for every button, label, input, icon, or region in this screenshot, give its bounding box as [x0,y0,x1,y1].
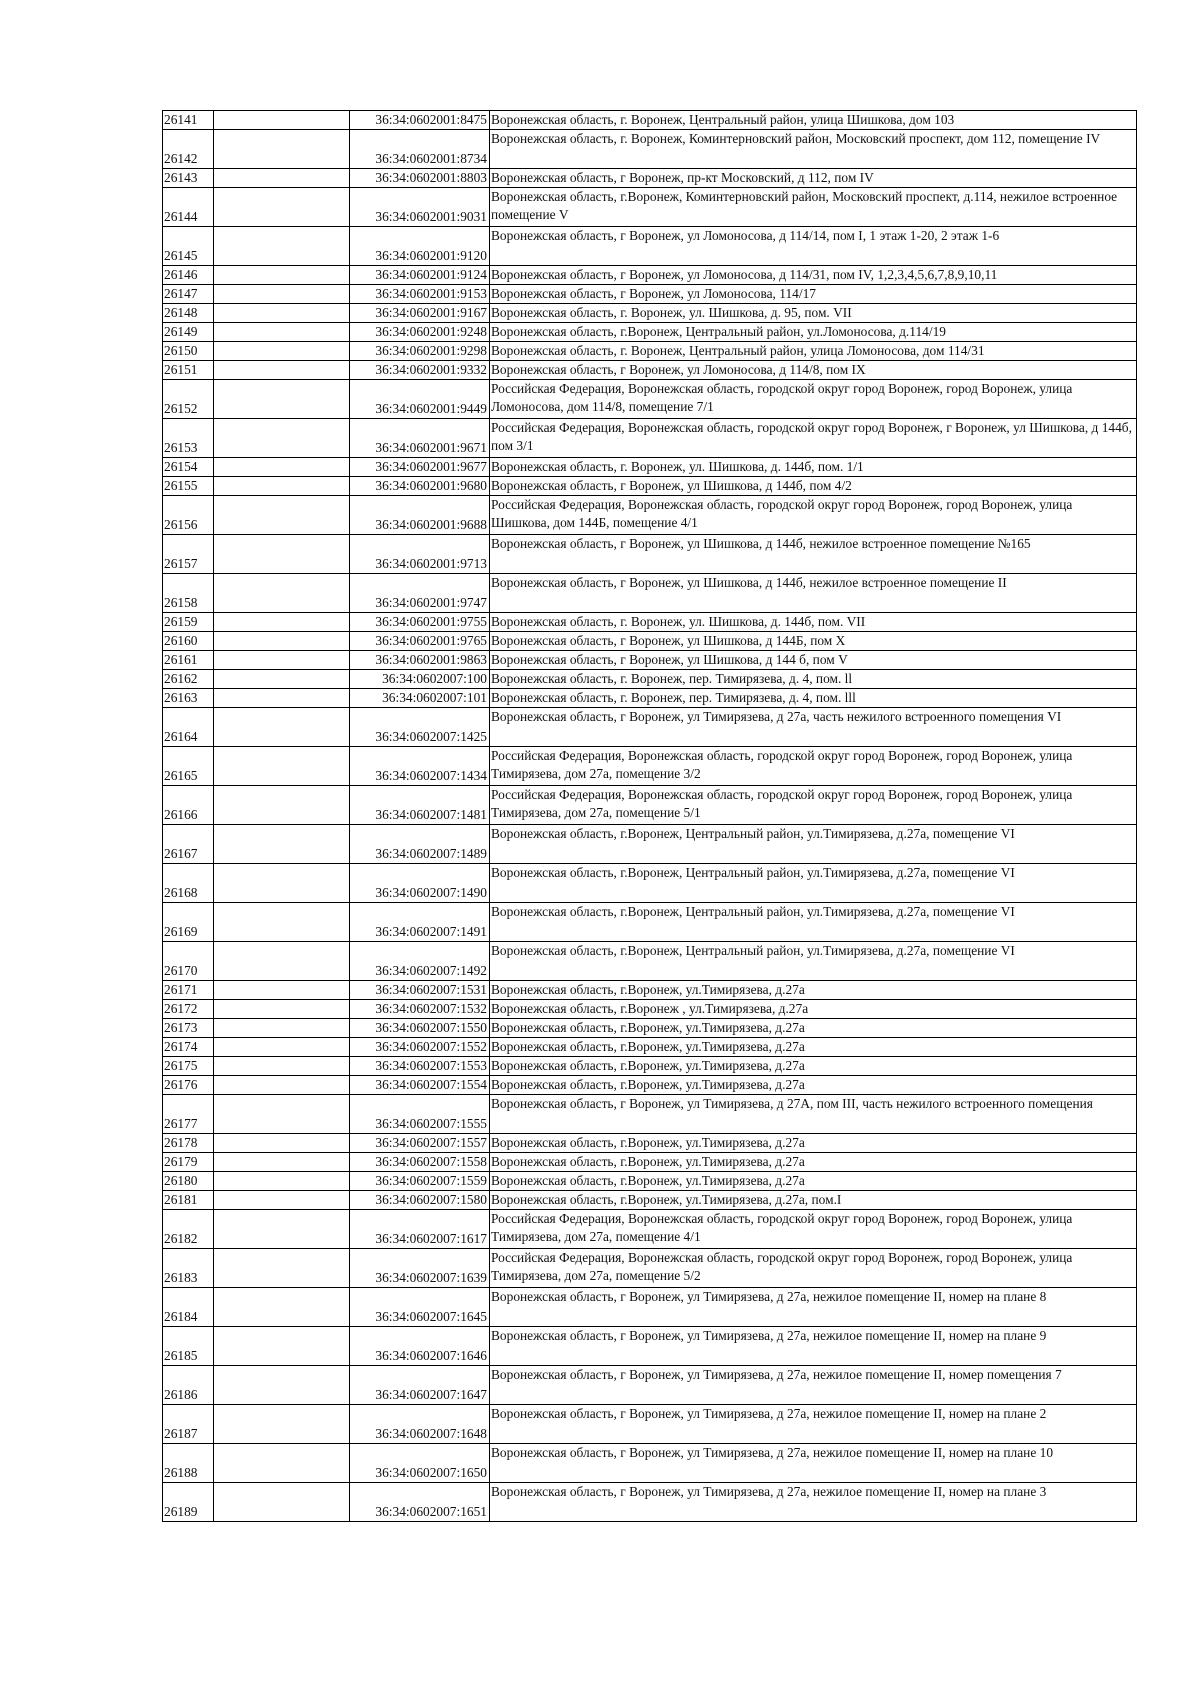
cadastral-number-cell: 36:34:0602007:1617 [350,1210,490,1249]
cadastral-number-cell: 36:34:0602001:9713 [350,535,490,574]
row-number-cell: 26141 [163,111,214,130]
row-number-cell: 26145 [163,227,214,266]
table-row [163,1000,1137,1019]
cadastral-number-cell: 36:34:0602007:1648 [350,1405,490,1444]
table-row [163,747,1137,786]
empty-cell [214,1191,350,1210]
cadastral-number-cell: 36:34:0602007:1647 [350,1366,490,1405]
table-row [163,670,1137,689]
row-number-cell: 26150 [163,342,214,361]
table-row [163,496,1137,535]
empty-cell [214,130,350,169]
row-number-cell: 26164 [163,708,214,747]
cadastral-number-cell: 36:34:0602007:1550 [350,1019,490,1038]
row-number-cell: 26179 [163,1153,214,1172]
empty-cell [214,942,350,981]
address-cell: Воронежская область, г.Воронеж, ул.Тимирязева, д.27а [490,981,1137,1000]
table-row [163,342,1137,361]
address-cell: Российская Федерация, Воронежская область, городской округ город Воронеж, город Воронеж, улица Тимирязева, дом 27а, помещение 5/1 [490,786,1137,825]
row-number-cell: 26144 [163,188,214,227]
address-cell: Воронежская область, г.Воронеж, ул.Тимирязева, д.27а [490,1019,1137,1038]
table-row [163,477,1137,496]
address-cell: Воронежская область, г.Воронеж, Коминтерновский район, Московский проспект, д.114, нежилое встроенное помещение V [490,188,1137,227]
cadastral-number-cell: 36:34:0602007:1559 [350,1172,490,1191]
address-cell: Воронежская область, г.Воронеж, ул.Тимирязева, д.27а [490,1172,1137,1191]
cadastral-number-cell: 36:34:0602001:9248 [350,323,490,342]
address-cell: Воронежская область, г. Воронеж, Центральный район, улица Шишкова, дом 103 [490,111,1137,130]
table-row [163,1444,1137,1483]
empty-cell [214,670,350,689]
table-row [163,613,1137,632]
cadastral-number-cell: 36:34:0602001:9765 [350,632,490,651]
empty-cell [214,1076,350,1095]
cadastral-number-cell: 36:34:0602007:1489 [350,825,490,864]
cadastral-number-cell: 36:34:0602007:1557 [350,1134,490,1153]
address-cell: Воронежская область, г Воронеж, ул Шишкова, д 144б, пом 4/2 [490,477,1137,496]
address-cell: Воронежская область, г Воронеж, ул Тимирязева, д 27А, пом III, часть нежилого встроенного помещения [490,1095,1137,1134]
cadastral-number-cell: 36:34:0602007:1558 [350,1153,490,1172]
address-cell: Воронежская область, г Воронеж, ул Тимирязева, д 27а, нежилое помещение II, номер на плане 9 [490,1327,1137,1366]
cadastral-number-cell: 36:34:0602007:1492 [350,942,490,981]
empty-cell [214,380,350,419]
row-number-cell: 26185 [163,1327,214,1366]
address-cell: Воронежская область, г.Воронеж, Центральный район, ул.Ломоносова, д.114/19 [490,323,1137,342]
table-row [163,1210,1137,1249]
empty-cell [214,1366,350,1405]
empty-cell [214,574,350,613]
table-row [163,188,1137,227]
table-row [163,708,1137,747]
table-row [163,1249,1137,1288]
address-cell: Воронежская область, г Воронеж, ул Ломоносова, д 114/14, пом I, 1 этаж 1-20, 2 этаж 1-6 [490,227,1137,266]
table-row [163,1057,1137,1076]
cadastral-number-cell: 36:34:0602007:1481 [350,786,490,825]
table-row [163,1153,1137,1172]
empty-cell [214,266,350,285]
cadastral-number-cell: 36:34:0602007:1553 [350,1057,490,1076]
address-cell: Российская Федерация, Воронежская область, городской округ город Воронеж, город Воронеж, улица Тимирязева, дом 27а, помещение 4/1 [490,1210,1137,1249]
row-number-cell: 26149 [163,323,214,342]
row-number-cell: 26181 [163,1191,214,1210]
row-number-cell: 26180 [163,1172,214,1191]
cadastral-number-cell: 36:34:0602007:1434 [350,747,490,786]
table-row [163,786,1137,825]
address-cell: Воронежская область, г.Воронеж, ул.Тимирязева, д.27а [490,1076,1137,1095]
cadastral-number-cell: 36:34:0602007:1555 [350,1095,490,1134]
address-cell: Воронежская область, г Воронеж, ул Ломоносова, 114/17 [490,285,1137,304]
row-number-cell: 26167 [163,825,214,864]
address-cell: Воронежская область, г Воронеж, ул Тимирязева, д 27а, нежилое помещение II, номер на плане 3 [490,1483,1137,1522]
row-number-cell: 26184 [163,1288,214,1327]
empty-cell [214,496,350,535]
table-row [163,632,1137,651]
address-cell: Воронежская область, г. Воронеж, Центральный район, улица Ломоносова, дом 114/31 [490,342,1137,361]
cadastral-number-cell: 36:34:0602007:1554 [350,1076,490,1095]
row-number-cell: 26153 [163,419,214,458]
row-number-cell: 26189 [163,1483,214,1522]
table-row [163,1191,1137,1210]
row-number-cell: 26186 [163,1366,214,1405]
table-row [163,458,1137,477]
table-row [163,1076,1137,1095]
address-cell: Воронежская область, г Воронеж, ул Тимирязева, д 27а, нежилое помещение II, номер на плане 2 [490,1405,1137,1444]
row-number-cell: 26159 [163,613,214,632]
empty-cell [214,1210,350,1249]
empty-cell [214,825,350,864]
address-cell: Воронежская область, г. Воронеж, пер. Тимирязева, д. 4, пом. ll [490,670,1137,689]
empty-cell [214,304,350,323]
cadastral-number-cell: 36:34:0602007:1580 [350,1191,490,1210]
empty-cell [214,1483,350,1522]
row-number-cell: 26168 [163,864,214,903]
empty-cell [214,1095,350,1134]
row-number-cell: 26174 [163,1038,214,1057]
address-cell: Воронежская область, г. Воронеж, Коминтерновский район, Московский проспект, дом 112, помещение IV [490,130,1137,169]
row-number-cell: 26154 [163,458,214,477]
cadastral-number-cell: 36:34:0602001:9298 [350,342,490,361]
table-row [163,1405,1137,1444]
cadastral-number-cell: 36:34:0602007:1425 [350,708,490,747]
address-cell: Воронежская область, г.Воронеж, ул.Тимирязева, д.27а [490,1153,1137,1172]
row-number-cell: 26147 [163,285,214,304]
table-row [163,903,1137,942]
address-cell: Воронежская область, г Воронеж, ул Тимирязева, д 27а, нежилое помещение II, номер на плане 8 [490,1288,1137,1327]
empty-cell [214,1288,350,1327]
row-number-cell: 26162 [163,670,214,689]
address-cell: Российская Федерация, Воронежская область, городской округ город Воронеж, город Воронеж, улица Ломоносова, дом 114/8, помещение 7/1 [490,380,1137,419]
cadastral-number-cell: 36:34:0602001:8475 [350,111,490,130]
address-cell: Российская Федерация, Воронежская область, городской округ город Воронеж, город Воронеж, улица Тимирязева, дом 27а, помещение 3/2 [490,747,1137,786]
row-number-cell: 26157 [163,535,214,574]
empty-cell [214,1172,350,1191]
table-row [163,169,1137,188]
empty-cell [214,227,350,266]
row-number-cell: 26165 [163,747,214,786]
table-row [163,323,1137,342]
row-number-cell: 26152 [163,380,214,419]
cadastral-number-cell: 36:34:0602001:9671 [350,419,490,458]
table-row [163,227,1137,266]
table-row [163,689,1137,708]
cadastral-number-cell: 36:34:0602007:100 [350,670,490,689]
table-row [163,535,1137,574]
empty-cell [214,1057,350,1076]
row-number-cell: 26155 [163,477,214,496]
cadastral-number-cell: 36:34:0602001:9031 [350,188,490,227]
row-number-cell: 26178 [163,1134,214,1153]
table-row [163,942,1137,981]
row-number-cell: 26143 [163,169,214,188]
cadastral-number-cell: 36:34:0602007:1645 [350,1288,490,1327]
cadastral-number-cell: 36:34:0602007:1532 [350,1000,490,1019]
empty-cell [214,613,350,632]
row-number-cell: 26175 [163,1057,214,1076]
cadastral-number-cell: 36:34:0602001:8734 [350,130,490,169]
address-cell: Воронежская область, г Воронеж, пр-кт Московский, д 112, пом IV [490,169,1137,188]
empty-cell [214,1405,350,1444]
empty-cell [214,1000,350,1019]
row-number-cell: 26160 [163,632,214,651]
cadastral-number-cell: 36:34:0602001:9677 [350,458,490,477]
empty-cell [214,477,350,496]
empty-cell [214,864,350,903]
address-cell: Воронежская область, г Воронеж, ул Тимирязева, д 27а, часть нежилого встроенного помещения VI [490,708,1137,747]
empty-cell [214,981,350,1000]
table-row [163,130,1137,169]
table-row [163,574,1137,613]
empty-cell [214,419,350,458]
empty-cell [214,747,350,786]
row-number-cell: 26177 [163,1095,214,1134]
empty-cell [214,708,350,747]
empty-cell [214,1249,350,1288]
row-number-cell: 26188 [163,1444,214,1483]
table-row [163,1134,1137,1153]
empty-cell [214,632,350,651]
empty-cell [214,188,350,227]
cadastral-number-cell: 36:34:0602001:9688 [350,496,490,535]
table-row [163,285,1137,304]
cadastral-number-cell: 36:34:0602001:9863 [350,651,490,670]
empty-cell [214,285,350,304]
row-number-cell: 26156 [163,496,214,535]
row-number-cell: 26169 [163,903,214,942]
address-cell: Воронежская область, г.Воронеж, Центральный район, ул.Тимирязева, д.27а, помещение VI [490,825,1137,864]
address-cell: Воронежская область, г. Воронеж, ул. Шишкова, д. 144б, пом. VII [490,613,1137,632]
row-number-cell: 26183 [163,1249,214,1288]
cadastral-number-cell: 36:34:0602001:9747 [350,574,490,613]
row-number-cell: 26172 [163,1000,214,1019]
table-row [163,1483,1137,1522]
cadastral-number-cell: 36:34:0602001:9167 [350,304,490,323]
address-cell: Воронежская область, г. Воронеж, пер. Тимирязева, д. 4, пом. lll [490,689,1137,708]
address-cell: Воронежская область, г Воронеж, ул Шишкова, д 144б, нежилое встроенное помещение II [490,574,1137,613]
empty-cell [214,323,350,342]
empty-cell [214,342,350,361]
row-number-cell: 26142 [163,130,214,169]
table-row [163,361,1137,380]
table-row [163,304,1137,323]
row-number-cell: 26187 [163,1405,214,1444]
address-cell: Воронежская область, г Воронеж, ул Тимирязева, д 27а, нежилое помещение II, номер на плане 10 [490,1444,1137,1483]
address-cell: Воронежская область, г.Воронеж, ул.Тимирязева, д.27а, пом.I [490,1191,1137,1210]
address-cell: Воронежская область, г Воронеж, ул Ломоносова, д 114/31, пом IV, 1,2,3,4,5,6,7,8,9,10,11 [490,266,1137,285]
row-number-cell: 26146 [163,266,214,285]
empty-cell [214,1153,350,1172]
table-row [163,1366,1137,1405]
row-number-cell: 26166 [163,786,214,825]
table-row [163,111,1137,130]
empty-cell [214,361,350,380]
cadastral-number-cell: 36:34:0602001:9120 [350,227,490,266]
cadastral-number-cell: 36:34:0602007:1491 [350,903,490,942]
cadastral-number-cell: 36:34:0602007:1552 [350,1038,490,1057]
empty-cell [214,169,350,188]
row-number-cell: 26176 [163,1076,214,1095]
address-cell: Воронежская область, г Воронеж, ул Шишкова, д 144Б, пом X [490,632,1137,651]
cadastral-number-cell: 36:34:0602001:9332 [350,361,490,380]
address-cell: Воронежская область, г Воронеж, ул Тимирязева, д 27а, нежилое помещение II, номер помещения 7 [490,1366,1137,1405]
cadastral-number-cell: 36:34:0602007:1490 [350,864,490,903]
cadastral-number-cell: 36:34:0602007:101 [350,689,490,708]
address-cell: Воронежская область, г Воронеж, ул Шишкова, д 144б, нежилое встроенное помещение №165 [490,535,1137,574]
address-cell: Воронежская область, г Воронеж, ул Шишкова, д 144 б, пом V [490,651,1137,670]
table-body [163,111,1137,1522]
cadastral-number-cell: 36:34:0602001:8803 [350,169,490,188]
table-row [163,419,1137,458]
empty-cell [214,458,350,477]
address-cell: Российская Федерация, Воронежская область, городской округ город Воронеж, город Воронеж, улица Шишкова, дом 144Б, помещение 4/1 [490,496,1137,535]
empty-cell [214,1134,350,1153]
row-number-cell: 26151 [163,361,214,380]
address-cell: Воронежская область, г.Воронеж, Центральный район, ул.Тимирязева, д.27а, помещение VI [490,864,1137,903]
table-row [163,1095,1137,1134]
row-number-cell: 26170 [163,942,214,981]
row-number-cell: 26161 [163,651,214,670]
table-row [163,1019,1137,1038]
address-cell: Российская Федерация, Воронежская область, городской округ город Воронеж, г Воронеж, ул Шишкова, д 144б, пом 3/1 [490,419,1137,458]
table-row [163,1288,1137,1327]
row-number-cell: 26163 [163,689,214,708]
row-number-cell: 26171 [163,981,214,1000]
address-cell: Воронежская область, г.Воронеж, Центральный район, ул.Тимирязева, д.27а, помещение VI [490,903,1137,942]
cadastral-number-cell: 36:34:0602001:9755 [350,613,490,632]
empty-cell [214,651,350,670]
row-number-cell: 26173 [163,1019,214,1038]
row-number-cell: 26148 [163,304,214,323]
table-row [163,1038,1137,1057]
address-cell: Воронежская область, г.Воронеж, ул.Тимирязева, д.27а [490,1134,1137,1153]
cadastral-number-cell: 36:34:0602007:1531 [350,981,490,1000]
address-cell: Воронежская область, г Воронеж, ул Ломоносова, д 114/8, пом IX [490,361,1137,380]
empty-cell [214,1444,350,1483]
cadastral-number-cell: 36:34:0602007:1646 [350,1327,490,1366]
address-cell: Воронежская область, г.Воронеж , ул.Тимирязева, д.27а [490,1000,1137,1019]
cadastral-number-cell: 36:34:0602001:9449 [350,380,490,419]
table-row [163,864,1137,903]
cadastral-number-cell: 36:34:0602001:9680 [350,477,490,496]
row-number-cell: 26182 [163,1210,214,1249]
cadastral-number-cell: 36:34:0602007:1650 [350,1444,490,1483]
cadastral-number-cell: 36:34:0602007:1651 [350,1483,490,1522]
empty-cell [214,689,350,708]
table-row [163,380,1137,419]
empty-cell [214,903,350,942]
empty-cell [214,535,350,574]
empty-cell [214,111,350,130]
table-row [163,1172,1137,1191]
address-cell: Российская Федерация, Воронежская область, городской округ город Воронеж, город Воронеж, улица Тимирязева, дом 27а, помещение 5/2 [490,1249,1137,1288]
empty-cell [214,1327,350,1366]
empty-cell [214,1019,350,1038]
cadastral-number-cell: 36:34:0602001:9153 [350,285,490,304]
address-cell: Воронежская область, г.Воронеж, ул.Тимирязева, д.27а [490,1057,1137,1076]
table-row [163,981,1137,1000]
address-cell: Воронежская область, г. Воронеж, ул. Шишкова, д. 144б, пом. 1/1 [490,458,1137,477]
table-row [163,266,1137,285]
table-row [163,1327,1137,1366]
cadastral-number-cell: 36:34:0602007:1639 [350,1249,490,1288]
address-cell: Воронежская область, г.Воронеж, ул.Тимирязева, д.27а [490,1038,1137,1057]
row-number-cell: 26158 [163,574,214,613]
empty-cell [214,1038,350,1057]
table-row [163,651,1137,670]
address-cell: Воронежская область, г. Воронеж, ул. Шишкова, д. 95, пом. VII [490,304,1137,323]
address-cell: Воронежская область, г.Воронеж, Центральный район, ул.Тимирязева, д.27а, помещение VI [490,942,1137,981]
property-registry-table [162,110,1137,1522]
empty-cell [214,786,350,825]
table-row [163,825,1137,864]
cadastral-number-cell: 36:34:0602001:9124 [350,266,490,285]
